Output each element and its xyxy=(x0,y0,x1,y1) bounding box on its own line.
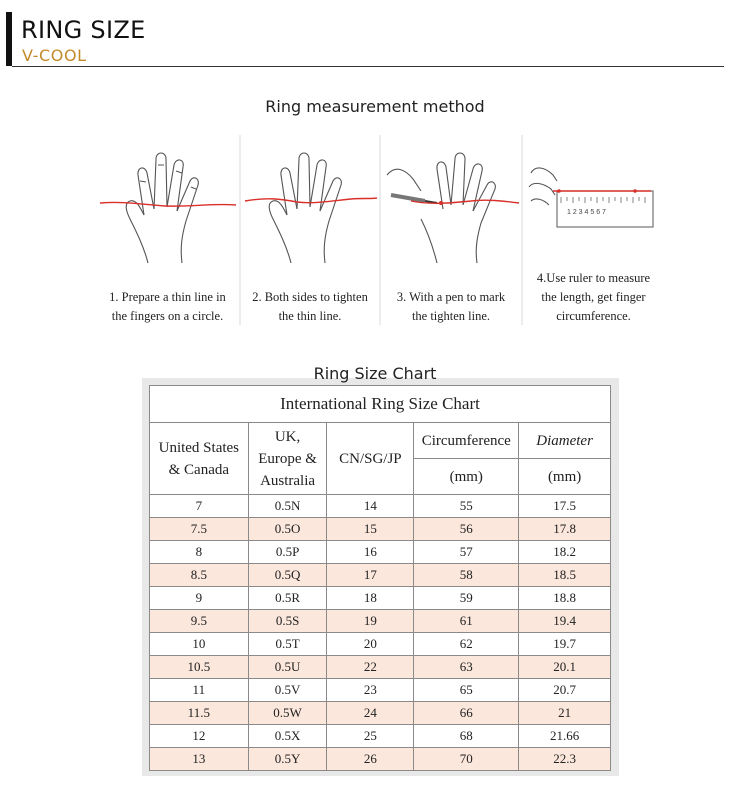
step-4-text: 4.Use ruler to measure the length, get finger circumference. xyxy=(536,271,651,323)
method-step-3 xyxy=(381,135,521,325)
table-row: 9.5 0.5S 19 61 19.4 xyxy=(150,610,611,633)
col-header-cn: CN/SG/JP xyxy=(327,423,414,495)
table-row: 10.5 0.5U 22 63 20.1 xyxy=(150,656,611,679)
table-row: 8.5 0.5Q 17 58 18.5 xyxy=(150,564,611,587)
hand-pen-mark-icon xyxy=(381,135,521,265)
table-row: 11.5 0.5W 24 66 21 xyxy=(150,702,611,725)
step-3-text: 3. With a pen to mark the tighten line. xyxy=(396,290,506,323)
table-row: 8 0.5P 16 57 18.2 xyxy=(150,541,611,564)
hand-tighten-icon xyxy=(241,135,379,265)
header-divider xyxy=(12,66,724,67)
method-step-4 xyxy=(523,135,664,325)
table-row: 13 0.5Y 26 70 22.3 xyxy=(150,748,611,771)
col-header-diameter: Diameter xyxy=(519,423,611,459)
header-accent-bar xyxy=(6,12,12,66)
table-row: 7 0.5N 14 55 17.5 xyxy=(150,495,611,518)
ruler-measure-icon xyxy=(523,135,664,265)
hand-thread-icon xyxy=(96,135,239,265)
brand-subtitle: V-COOL xyxy=(22,46,87,65)
table-title: International Ring Size Chart xyxy=(150,386,611,423)
table-row: 7.5 0.5O 15 56 17.8 xyxy=(150,518,611,541)
page-title: RING SIZE xyxy=(21,16,146,44)
ruler-numbers: 1 2 3 4 5 6 7 xyxy=(567,209,606,216)
method-title: Ring measurement method xyxy=(265,97,485,116)
table-row: 12 0.5X 25 68 21.66 xyxy=(150,725,611,748)
step-2-text: 2. Both sides to tighten the thin line. xyxy=(252,290,368,323)
col-unit-circumference: (mm) xyxy=(414,459,519,495)
table-row: 11 0.5V 23 65 20.7 xyxy=(150,679,611,702)
col-header-uk: UK, Europe & Australia xyxy=(248,423,327,495)
col-unit-diameter: (mm) xyxy=(519,459,611,495)
measurement-method-panel xyxy=(96,135,664,325)
col-header-circumference: Circumference xyxy=(414,423,519,459)
step-1-text: 1. Prepare a thin line in the fingers on a circle. xyxy=(109,290,226,323)
method-step-2 xyxy=(241,135,379,325)
table-row: 9 0.5R 18 59 18.8 xyxy=(150,587,611,610)
ring-size-table xyxy=(149,385,611,771)
col-header-us: United States & Canada xyxy=(150,423,249,495)
method-step-1 xyxy=(96,135,239,325)
chart-title: Ring Size Chart xyxy=(313,364,437,383)
table-row: 10 0.5T 20 62 19.7 xyxy=(150,633,611,656)
